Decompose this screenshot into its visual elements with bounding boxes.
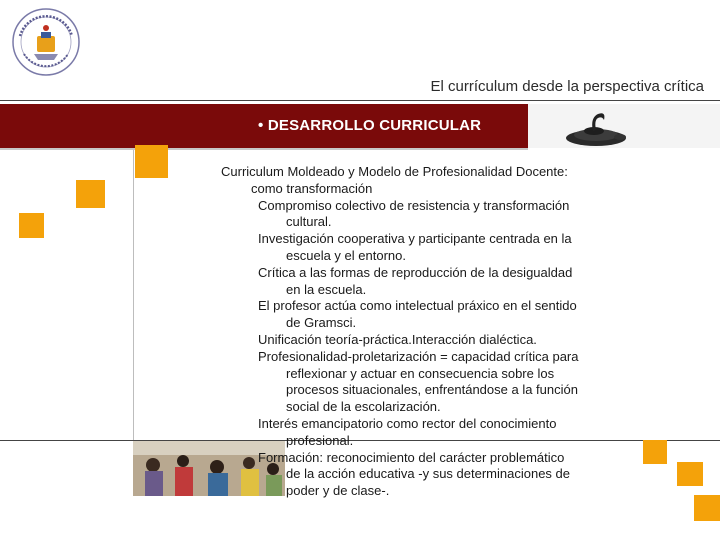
content-item-line-continued: en la escuela. — [286, 281, 367, 297]
content-item-line: Investigación cooperativa y participante centrada en la — [258, 231, 572, 247]
slide-header-title: El currículum desde la perspectiva crítica — [430, 78, 704, 95]
content-item-line-continued: procesos situacionales, enfrentándose a la función — [286, 382, 578, 398]
banner-shadow — [0, 148, 528, 150]
content-item-line-continued: de la acción educativa -y sus determinaciones de — [286, 466, 570, 482]
content-item-line-continued: de Gramsci. — [286, 315, 357, 331]
content-item-line: Formación: reconocimiento del carácter problemático — [258, 449, 565, 465]
vertical-divider — [133, 150, 134, 440]
content-items — [221, 198, 621, 500]
content-item-line-continued: cultural. — [286, 214, 332, 230]
content-item — [221, 265, 621, 299]
content-item — [221, 450, 621, 500]
intro-line-continued: como transformación — [251, 180, 373, 196]
content-item — [221, 332, 621, 349]
section-banner-title — [258, 117, 481, 134]
intro-line: Curriculum Moldeado y Modelo de Profesionalidad Docente: — [221, 164, 568, 179]
decorative-square — [135, 145, 168, 178]
decorative-square — [694, 495, 720, 521]
decorative-square — [677, 462, 703, 486]
university-seal-logo — [10, 6, 82, 78]
content-block — [221, 164, 621, 500]
content-item-line-continued: escuela y el entorno. — [286, 247, 406, 263]
decorative-square — [76, 180, 105, 208]
content-item-line: Crítica a las formas de reproducción de la desigualdad — [258, 264, 573, 280]
content-item-line: El profesor actúa como intelectual práxico en el sentido — [258, 298, 577, 314]
content-item-line: Interés emancipatorio como rector del conocimiento — [258, 415, 557, 431]
banner-title-text: DESARROLLO CURRICULAR — [267, 117, 482, 134]
content-item-line: Profesionalidad-proletarización = capacidad crítica para — [258, 348, 579, 364]
oil-lamp-image — [560, 104, 630, 148]
content-item — [221, 416, 621, 450]
decorative-square — [19, 213, 44, 238]
header-divider — [0, 100, 720, 101]
content-item-line-continued: reflexionar y actuar en consecuencia sobre los — [286, 365, 555, 381]
content-item — [221, 349, 621, 416]
content-item — [221, 231, 621, 265]
banner-bullet: • — [258, 117, 264, 134]
content-item-line-continued: profesional. — [286, 432, 354, 448]
content-item — [221, 298, 621, 332]
content-item-line-continued: poder y de clase-. — [286, 483, 390, 499]
decorative-square — [643, 440, 667, 464]
content-item-line: Compromiso colectivo de resistencia y transformación — [258, 197, 570, 213]
content-item — [221, 198, 621, 232]
content-item-line-continued: social de la escolarización. — [286, 399, 441, 415]
content-item-line: Unificación teoría-práctica.Interacción dialéctica. — [258, 331, 537, 347]
